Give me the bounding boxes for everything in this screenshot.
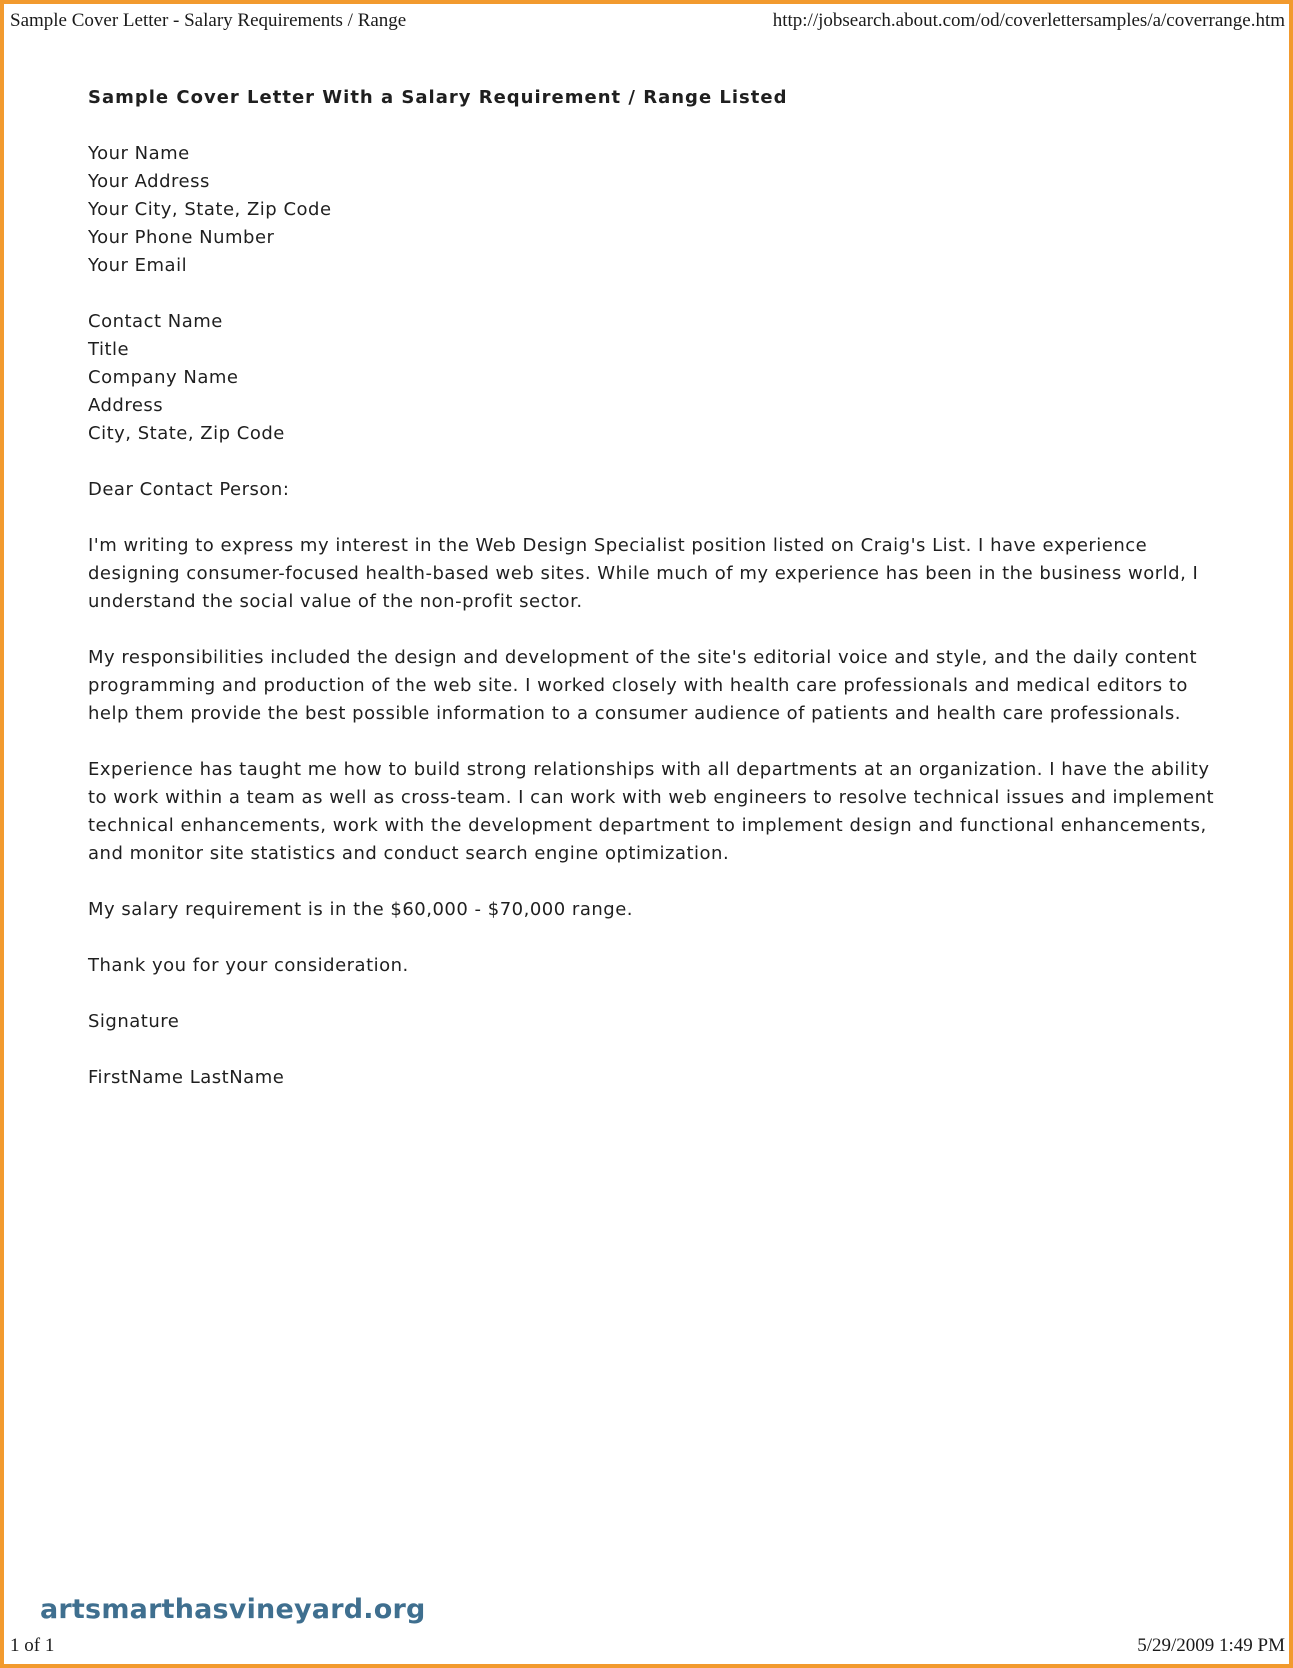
recipient-company: Company Name <box>88 367 239 388</box>
cover-letter <box>88 84 1218 1120</box>
recipient-name: Contact Name <box>88 311 223 332</box>
sender-city-state-zip: Your City, State, Zip Code <box>88 199 332 220</box>
sender-address <box>88 140 1218 280</box>
closing-paragraph: Thank you for your consideration. <box>88 955 409 976</box>
sender-address-line: Your Address <box>88 171 210 192</box>
salutation: Dear Contact Person: <box>88 479 290 500</box>
signer-name: FirstName LastName <box>88 1067 285 1088</box>
header-url: http://jobsearch.about.com/od/coverlettersamples/a/coverrange.htm <box>772 10 1285 31</box>
salary-paragraph: My salary requirement is in the $60,000 - $70,000 range. <box>88 899 633 920</box>
recipient-address-line: Address <box>88 395 164 416</box>
body-paragraph: I'm writing to express my interest in the Web Design Specialist position listed on Craig's List. I have experience designing consumer-focused health-based web sites. While much of my experience has been in the business world, I understand the social value of the non-profit sector. <box>88 535 1199 612</box>
letter-title: Sample Cover Letter With a Salary Requirement / Range Listed <box>88 87 788 108</box>
watermark-text: artsmarthasvineyard.org <box>40 1594 426 1625</box>
recipient-address <box>88 308 1218 448</box>
body-paragraph: Experience has taught me how to build strong relationships with all departments at an organization. I have the ability to work within a team as well as cross-team. I can work with web engineers to resolve technical issues and implement technical enhancements, work with the development department to implement design and functional enhancements, and monitor site statistics and conduct search engine optimization. <box>88 759 1215 864</box>
recipient-city-state-zip: City, State, Zip Code <box>88 423 285 444</box>
sender-email: Your Email <box>88 255 188 276</box>
signature-line: Signature <box>88 1011 180 1032</box>
body-paragraph: My responsibilities included the design and development of the site's editorial voice and style, and the daily content programming and production of the web site. I worked closely with health care professionals and medical editors to help them provide the best possible information to a consumer audience of patients and health care professionals. <box>88 647 1198 724</box>
sender-phone: Your Phone Number <box>88 227 275 248</box>
page-count: 1 of 1 <box>10 1635 55 1656</box>
print-timestamp: 5/29/2009 1:49 PM <box>1137 1635 1285 1656</box>
header-title: Sample Cover Letter - Salary Requirements / Range <box>10 10 407 31</box>
recipient-title: Title <box>88 339 130 360</box>
sender-name: Your Name <box>88 143 190 164</box>
